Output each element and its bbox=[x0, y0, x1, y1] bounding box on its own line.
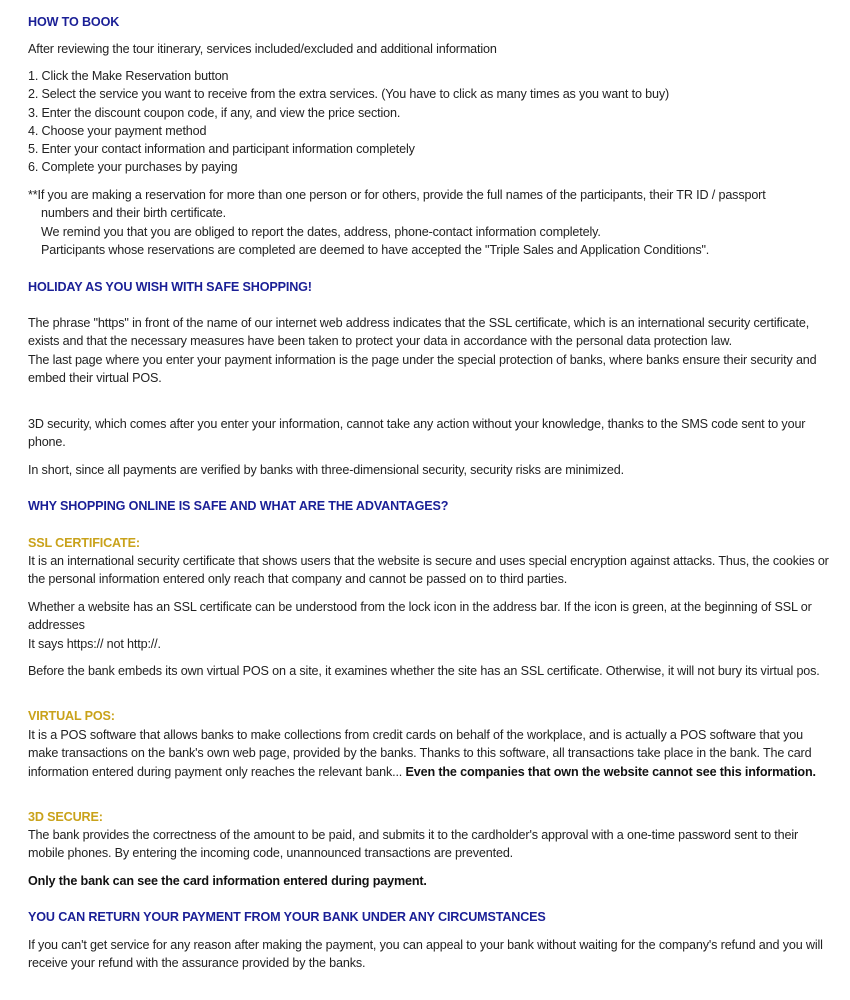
heading-3d-secure: 3D SECURE: bbox=[28, 810, 103, 824]
virtual-pos-bold-text: Even the companies that own the website cannot see this information. bbox=[405, 764, 816, 779]
step-item: 3. Enter the discount coupon code, if any, and view the price section. bbox=[28, 105, 401, 120]
virtual-pos-text: It is a POS software that allows banks to make collections from credit cards on behalf of the workplace, and is actually a POS software that you make transactions on the bank's own web page, provided by the banks. Thanks to this software, all transactions take place in the bank. The card information entered during payment only reaches the relevant bank... bbox=[28, 728, 812, 779]
safe-shopping-paragraph-2: 3D security, which comes after you enter your information, cannot take any action without your knowledge, thanks to the SMS code sent to your phone. bbox=[28, 417, 806, 450]
heading-safe-shopping: HOLIDAY AS YOU WISH WITH SAFE SHOPPING! bbox=[28, 280, 312, 294]
note-line: **If you are making a reservation for more than one person or for others, provide the full names of the participants, their TR ID / passport bbox=[28, 188, 766, 202]
heading-ssl-certificate: SSL CERTIFICATE: bbox=[28, 536, 140, 550]
heading-how-to-book: HOW TO BOOK bbox=[28, 15, 120, 29]
lock-icon-text: Whether a website has an SSL certificate can be understood from the lock icon in the address bar. If the icon is green, at the beginning of SSL or addresses bbox=[28, 600, 812, 633]
3d-secure-bold-note: Only the bank can see the card information entered during payment. bbox=[28, 874, 427, 888]
note-line: We remind you that you are obliged to report the dates, address, phone-contact information completely. bbox=[41, 224, 601, 239]
step-item: 1. Click the Make Reservation button bbox=[28, 69, 229, 83]
step-item: 6. Complete your purchases by paying bbox=[28, 160, 238, 175]
3d-secure-paragraph: The bank provides the correctness of the amount to be paid, and submits it to the cardholder's approval with a one-time password sent to their mobile phones. By entering the incoming code, unannounced transactions are prevented. bbox=[28, 828, 799, 861]
heading-virtual-pos: VIRTUAL POS: bbox=[28, 709, 115, 723]
steps-list bbox=[28, 67, 836, 177]
heading-why-safe: WHY SHOPPING ONLINE IS SAFE AND WHAT ARE THE ADVANTAGES? bbox=[28, 499, 449, 513]
safe-shopping-paragraph-3: In short, since all payments are verified by banks with three-dimensional security, security risks are minimized. bbox=[28, 463, 624, 477]
virtual-pos-paragraph bbox=[28, 726, 836, 781]
note-line: numbers and their birth certificate. bbox=[41, 206, 226, 221]
ssl-paragraph-3: Before the bank embeds its own virtual POS on a site, it examines whether the site has an SSL certificate. Otherwise, it will not bury its virtual pos. bbox=[28, 664, 820, 678]
safe-shopping-paragraph-1 bbox=[28, 314, 836, 387]
note-line: Participants whose reservations are completed are deemed to have accepted the "Triple Sales and Application Conditions". bbox=[41, 242, 710, 257]
payment-page-text: The last page where you enter your payment information is the page under the special protection of banks, where banks ensure their security and embed their virtual POS. bbox=[28, 352, 817, 385]
reservation-note bbox=[28, 186, 836, 259]
heading-refund: YOU CAN RETURN YOUR PAYMENT FROM YOUR BANK UNDER ANY CIRCUMSTANCES bbox=[28, 910, 546, 924]
ssl-paragraph-2 bbox=[28, 598, 836, 653]
step-item: 4. Choose your payment method bbox=[28, 123, 207, 138]
https-text: The phrase "https" in front of the name of our internet web address indicates that the SSL certificate, which is an international security certificate, exists and that the necessary measures have been taken to protect your data in accordance with the personal data protection law. bbox=[28, 316, 810, 349]
step-item: 2. Select the service you want to receive from the extra services. (You have to click as many times as you want to buy) bbox=[28, 87, 670, 102]
ssl-paragraph-1: It is an international security certificate that shows users that the website is secure and uses special encryption against attacks. Thus, the cookies or the personal information entered only reach that company and cannot be passed on to third parties. bbox=[28, 554, 829, 587]
how-to-book-intro: After reviewing the tour itinerary, services included/excluded and additional information bbox=[28, 42, 497, 56]
https-note: It says https:// not http://. bbox=[28, 636, 161, 651]
refund-paragraph: If you can't get service for any reason after making the payment, you can appeal to your bank without waiting for the company's refund and you will receive your refund with the assurance provided by the banks. bbox=[28, 938, 823, 971]
step-item: 5. Enter your contact information and participant information completely bbox=[28, 142, 415, 157]
